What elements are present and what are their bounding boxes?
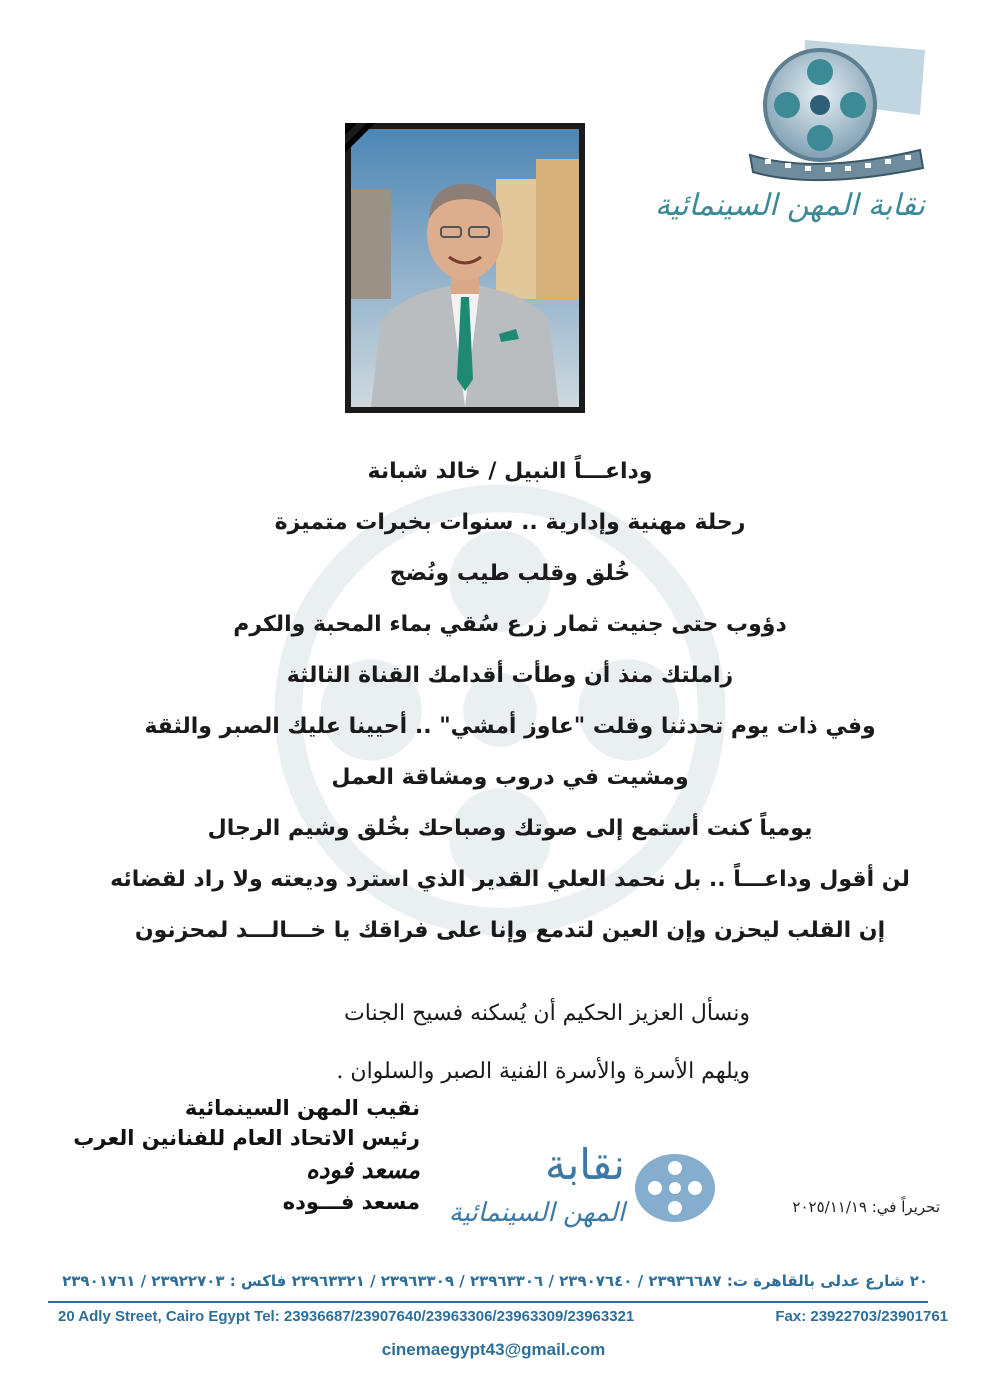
eulogy-line: دؤوب حتى جنيت ثمار زرع سُقي بماء المحبة والكرم xyxy=(233,612,787,637)
prayer-text xyxy=(250,985,750,1101)
mourning-ribbon-icon xyxy=(345,123,405,183)
eulogy-line: إن القلب ليحزن وإن العين لتدمع وإنا على فراقك يا خـــالـــد لمحزنون xyxy=(134,918,886,943)
footer-english-address: 20 Adly Street, Cairo Egypt Tel: 23936687/23907640/23963306/23963309/23963321 xyxy=(58,1308,635,1325)
eulogy-line: ومشيت في دروب ومشاقة العمل xyxy=(331,765,689,790)
eulogy-line: زاملتك منذ أن وطأت أقدامك القناة الثالثة xyxy=(286,663,734,688)
union-stamp xyxy=(430,1140,720,1250)
footer-email[interactable]: cinemaegypt43@gmail.com xyxy=(381,1340,606,1359)
eulogy-line: يومياً كنت أستمع إلى صوتك وصباحك بخُلق وشيم الرجال xyxy=(207,816,813,841)
footer-divider xyxy=(48,1301,928,1303)
eulogy-line: لن أقول وداعـــاً .. بل نحمد العلي القدير الذي استرد وديعته ولا راد لقضائه xyxy=(110,867,910,892)
union-name-logotype: نقابة المهن السينمائية xyxy=(655,188,925,223)
signatory-name: مسعد فـــوده xyxy=(282,1190,420,1214)
footer-address-arabic: ٢٠ شارع عدلى بالقاهرة ت: ٢٣٩٣٦٦٨٧ / ٢٣٩٠٧٦٤٠ / ٢٣٩٦٣٣٠٦ / ٢٣٩٦٣٣٠٩ / ٢٣٩٦٣٣٢١ فاكس : ٢٣٩٢٢٧٠٣ / ٢٣٩٠١٧٦١ xyxy=(62,1272,928,1290)
eulogy-line: رحلة مهنية وإدارية .. سنوات بخبرات متميزة xyxy=(274,510,746,535)
prayer-line: ونسأل العزيز الحكيم أن يُسكنه فسيح الجنات xyxy=(344,1001,750,1026)
prayer-line: ويلهم الأسرة والأسرة الفنية الصبر والسلوان . xyxy=(336,1059,750,1084)
eulogy-line: وفي ذات يوم تحدثنا وقلت "عاوز أمشي" .. أحيينا عليك الصبر والثقة xyxy=(144,714,876,739)
handwritten-signature: مسعد فوده xyxy=(306,1155,420,1184)
portrait-frame xyxy=(345,123,585,413)
eulogy-line: وداعـــاً النبيل / خالد شبانة xyxy=(367,459,653,484)
footer-address-english xyxy=(58,1308,948,1325)
film-reel-logo-icon xyxy=(745,40,925,190)
footer-english-fax: Fax: 23922703/23901761 xyxy=(775,1308,948,1325)
stamp-text-top: نقابة xyxy=(545,1140,625,1189)
eulogy-line: خُلق وقلب طيب ونُضج xyxy=(389,561,631,586)
signatory-title-secondary: رئيس الاتحاد العام للفنانين العرب xyxy=(73,1126,420,1150)
issue-date: تحريراً في: ٢٠٢٥/١١/١٩ xyxy=(792,1198,940,1216)
stamp-reel-icon xyxy=(630,1148,720,1228)
signature-block xyxy=(60,1093,420,1217)
eulogy-text xyxy=(110,446,910,956)
signatory-title: نقيب المهن السينمائية xyxy=(184,1096,420,1120)
stamp-text-bottom: المهن السينمائية xyxy=(448,1198,625,1228)
